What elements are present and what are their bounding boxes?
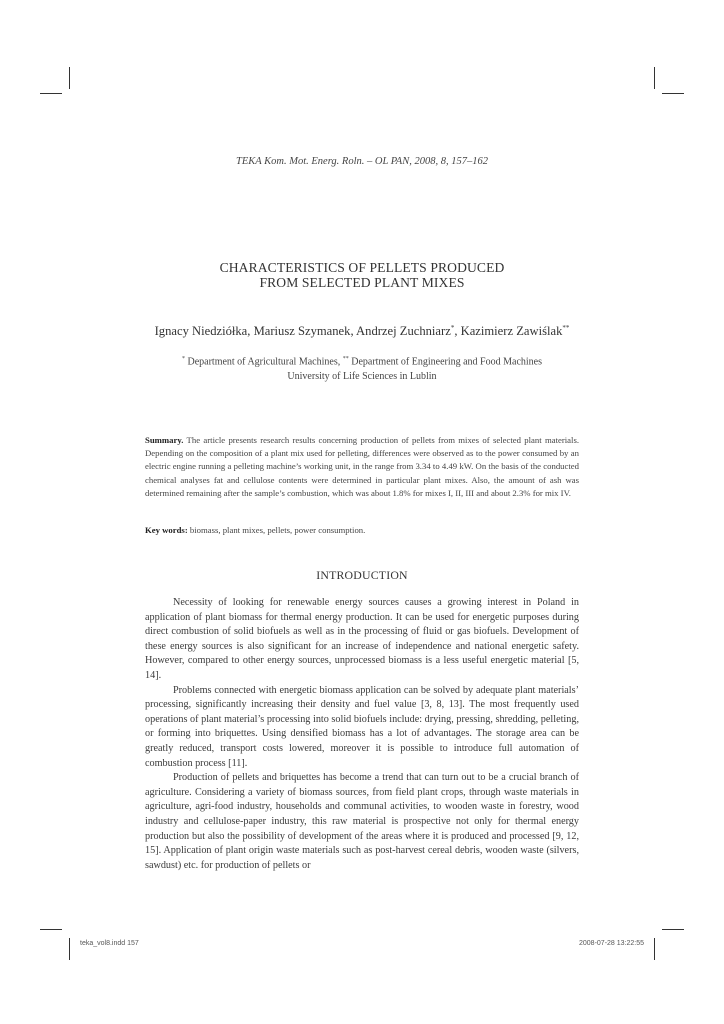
summary-label: Summary.: [145, 435, 184, 445]
journal-citation: TEKA Kom. Mot. Energ. Roln. – OL PAN, 2008, 8, 157–162: [236, 156, 488, 167]
footer-timestamp: 2008-07-28 13:22:55: [579, 940, 644, 947]
author-list: [0, 324, 724, 339]
affiliation-departments: [0, 352, 724, 369]
affil-mark-2: **: [342, 356, 349, 362]
crop-mark: [654, 938, 655, 960]
affiliation-university: University of Life Sciences in Lublin: [287, 371, 437, 383]
author-mark-2: **: [562, 324, 570, 332]
affil-dept-1: Department of Agricultural Machines,: [184, 356, 343, 368]
crop-mark: [69, 938, 70, 960]
keywords-text: biomass, plant mixes, pellets, power consumption.: [187, 525, 366, 535]
paper-title: [0, 260, 724, 290]
crop-mark: [40, 929, 62, 930]
paragraph: Production of pellets and briquettes has become a trend that can turn out to be a crucial branch of agriculture. Considering a variety of biomass sources, from field plant crops, through waste materials in agriculture, agri-food industry, households and communal activities, to wooden waste in forestry, wood industry and cellulose-paper industry, this raw material is prospective not only for thermal energy production but also the possibility of development of the areas where it is produced and processed [9, 12, 15]. Application of plant origin waste materials such as post-harvest cereal debris, wooden waste (silvers, sawdust) etc. for production of pellets or: [145, 772, 579, 871]
authors-part-1: Ignacy Niedziółka, Mariusz Szymanek, Andrzej Zuchniarz: [154, 324, 451, 339]
title-line-1: CHARACTERISTICS OF PELLETS PRODUCED: [219, 260, 505, 275]
title-line-2: FROM SELECTED PLANT MIXES: [259, 275, 465, 290]
crop-mark: [662, 929, 684, 930]
crop-mark: [662, 93, 684, 94]
summary-text: The article presents research results concerning production of pellets from mixes of selected plant materials. Depending on the composition of a plant mix used for pelleting, differences were observed as to the power consumed by an electric engine running a pelleting machine’s working unit, in the range from 3.34 to 4.49 kW. On the basis of the conducted chemical analyses fat and cellulose contents were determined in particular plant mixes. Also, the amount of ash was determined remaining after the sample’s combustion, which was about 1.8% for mixes I, II, III and about 2.3% for mix IV.: [145, 435, 579, 498]
keywords: [145, 525, 579, 535]
crop-mark: [654, 67, 655, 89]
paragraph: Necessity of looking for renewable energy sources causes a growing interest in Poland in application of plant biomass for thermal energy production. It can be used for energetic purposes during direct combustion of solid biofuels as well as in the processing of fluid or gas biofuels. Development of these energy sources is also significant for an increase of independence and national energetic safety. However, compared to other energy sources, unprocessed biomass is a less useful energetic material [5, 14].: [145, 597, 579, 681]
authors-part-2: , Kazimierz Zawiślak: [454, 324, 563, 339]
affiliation: [0, 352, 724, 384]
body-text: [145, 596, 579, 873]
section-heading: INTRODUCTION: [316, 568, 408, 582]
keywords-label: Key words:: [145, 525, 188, 535]
crop-mark: [69, 67, 70, 89]
author-mark-1: *: [450, 324, 455, 332]
crop-mark: [40, 93, 62, 94]
affil-dept-2: Department of Engineering and Food Machines: [348, 356, 542, 368]
footer-file-info: teka_vol8.indd 157: [80, 940, 139, 947]
paragraph: Problems connected with energetic biomass application can be solved by adequate plant materials’ processing, significantly increasing their density and fuel value [3, 8, 13]. The most frequently used operations of plant material’s processing into solid biofuels include: drying, pressing, shredding, pelleting, or forming into briquettes. Using densified biomass has a lot of advantages. The storage area can be greatly reduced, transport costs lowered, moreover it is possible to introduce full automation of combustion process [11].: [145, 684, 579, 769]
affil-mark-1: *: [181, 356, 185, 362]
abstract: [145, 434, 579, 500]
